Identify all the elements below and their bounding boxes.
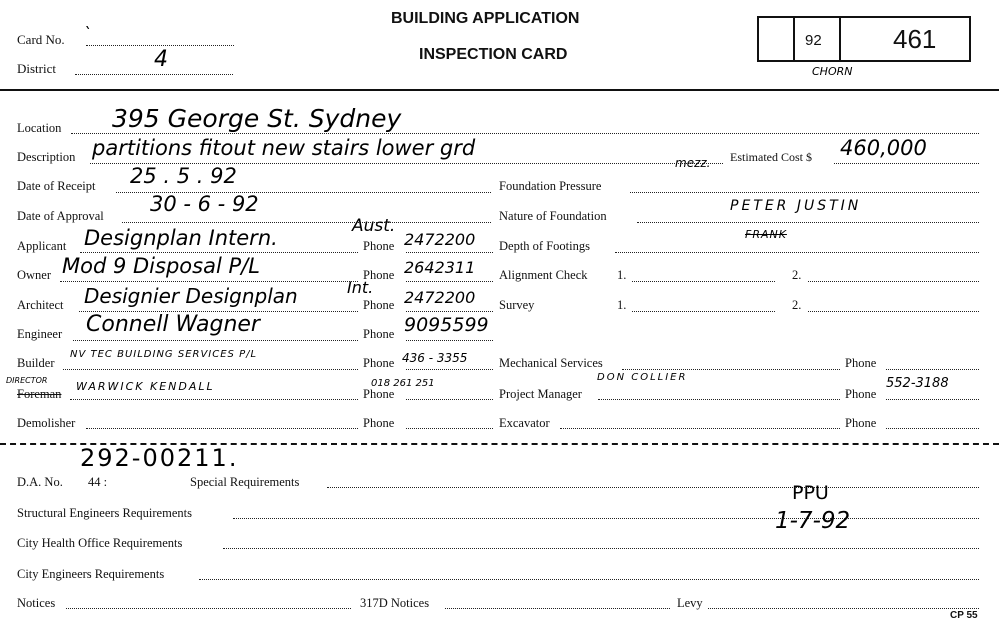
card-no-value: `: [83, 24, 91, 43]
city-health-label: City Health Office Requirements: [17, 536, 183, 550]
owner-phone: 2642311: [404, 258, 476, 277]
engineer-label: Engineer: [17, 327, 63, 341]
da-no-value: 44 :: [88, 475, 108, 489]
date-of-receipt-value: 25 . 5 . 92: [130, 164, 237, 188]
applicant-value: Designplan Intern.: [84, 226, 278, 250]
survey-1-line: [632, 311, 775, 312]
depth-of-footings-label: Depth of Footings: [499, 239, 590, 253]
card-title-line1: BUILDING APPLICATION: [391, 10, 580, 27]
estimated-cost-line: [834, 163, 979, 164]
owner-phone-line: [406, 281, 493, 282]
owner-value: Mod 9 Disposal P/L: [62, 254, 260, 278]
owner-label: Owner: [17, 268, 52, 282]
owner-phone-label: Phone: [363, 268, 395, 282]
card-number-box: [757, 16, 971, 62]
box-year: 92: [805, 32, 822, 49]
foreman-label: Foreman: [17, 387, 62, 401]
engineer-value: Connell Wagner: [86, 312, 260, 337]
city-health-line: [223, 548, 979, 549]
district-value: 4: [154, 47, 168, 72]
inspector-initials: CHORN: [812, 65, 853, 78]
da-number-handwritten: 292-00211.: [80, 444, 239, 472]
mechanical-services-label: Mechanical Services: [499, 356, 603, 370]
survey-1-label: 1.: [617, 298, 627, 312]
mechanical-phone-line: [886, 369, 979, 370]
builder-phone-label: Phone: [363, 356, 395, 370]
architect-phone-line: [406, 311, 493, 312]
depth-of-footings-value: FRANK: [745, 228, 787, 241]
district-line: [75, 74, 233, 75]
card-no-label: Card No.: [17, 32, 65, 47]
foreman-phone-label: Phone: [363, 387, 395, 401]
notices-317d-line: [445, 608, 670, 609]
location-value: 395 George St. Sydney: [112, 104, 402, 133]
foundation-pressure-line: [630, 192, 979, 193]
owner-line: [60, 281, 358, 282]
survey-label: Survey: [499, 298, 535, 312]
structural-note-date: 1-7-92: [775, 508, 851, 534]
notices-label: Notices: [17, 596, 56, 610]
description-value: partitions fitout new stairs lower grd: [92, 136, 476, 160]
alignment-check-1-label: 1.: [617, 268, 627, 282]
levy-line: [708, 608, 979, 609]
card-no-line: [86, 45, 234, 46]
applicant-phone: 2472200: [404, 230, 476, 249]
engineer-line: [73, 340, 358, 341]
date-of-approval-line: [122, 222, 491, 223]
alignment-check-1-line: [632, 281, 775, 282]
builder-label: Builder: [17, 356, 55, 370]
foreman-prefix: DIRECTOR: [6, 376, 48, 385]
date-of-approval-value: 30 - 6 - 92: [150, 192, 259, 216]
card-title-line2: INSPECTION CARD: [419, 46, 568, 63]
da-no-label: D.A. No.: [17, 475, 63, 489]
mechanical-phone-label: Phone: [845, 356, 877, 370]
foreman-value: WARWICK KENDALL: [76, 380, 215, 393]
date-of-approval-label: Date of Approval: [17, 209, 104, 223]
notices-line: [66, 608, 351, 609]
project-manager-phone-line: [886, 399, 979, 400]
special-requirements-line: [327, 487, 979, 488]
applicant-phone-line: [406, 252, 493, 253]
project-manager-phone-label: Phone: [845, 387, 877, 401]
box-divider-2: [839, 18, 841, 60]
description-extra: mezz.: [675, 156, 711, 170]
project-manager-value: DON COLLIER: [597, 372, 688, 383]
demolisher-phone-label: Phone: [363, 416, 395, 430]
structural-label: Structural Engineers Requirements: [17, 506, 192, 520]
applicant-phone-label: Phone: [363, 239, 395, 253]
notices-317d-label: 317D Notices: [360, 596, 430, 610]
demolisher-phone-line: [406, 428, 493, 429]
engineer-phone-line: [406, 340, 493, 341]
foreman-phone: 018 261 251: [371, 378, 435, 389]
box-number: 461: [893, 24, 937, 54]
description-label: Description: [17, 150, 76, 164]
depth-of-footings-line: [615, 252, 979, 253]
alignment-check-2-label: 2.: [792, 268, 802, 282]
form-code: CP 55: [950, 610, 978, 621]
project-manager-phone: 552-3188: [886, 376, 949, 391]
builder-line: [63, 369, 358, 370]
engineer-phone-label: Phone: [363, 327, 395, 341]
architect-value: Designier Designplan: [84, 284, 298, 308]
header-divider: [0, 89, 999, 91]
builder-phone: 436 - 3355: [402, 351, 468, 365]
location-label: Location: [17, 121, 62, 135]
architect-phone: 2472200: [404, 288, 476, 307]
structural-line: [233, 518, 979, 519]
city-engineers-line: [199, 579, 979, 580]
estimated-cost-label: Estimated Cost $: [730, 150, 812, 164]
date-of-receipt-label: Date of Receipt: [17, 179, 96, 193]
alignment-check-label: Alignment Check: [499, 268, 588, 282]
project-manager-line: [598, 399, 840, 400]
architect-phone-label: Phone: [363, 298, 395, 312]
excavator-phone-label: Phone: [845, 416, 877, 430]
box-divider-1: [793, 18, 795, 60]
architect-extra: Int.: [347, 278, 374, 297]
builder-value: NV TEC BUILDING SERVICES P/L: [70, 349, 258, 360]
alignment-check-2-line: [808, 281, 979, 282]
estimated-cost-value: 460,000: [840, 136, 927, 160]
location-line: [71, 133, 979, 134]
mechanical-services-line: [622, 369, 840, 370]
applicant-label: Applicant: [17, 239, 67, 253]
nature-of-foundation-label: Nature of Foundation: [499, 209, 607, 223]
excavator-label: Excavator: [499, 416, 550, 430]
applicant-line: [80, 252, 358, 253]
special-requirements-label: Special Requirements: [190, 475, 300, 489]
foundation-pressure-label: Foundation Pressure: [499, 179, 602, 193]
demolisher-line: [86, 428, 358, 429]
excavator-line: [560, 428, 840, 429]
project-manager-label: Project Manager: [499, 387, 582, 401]
levy-label: Levy: [677, 596, 703, 610]
demolisher-label: Demolisher: [17, 416, 76, 430]
foreman-line: [70, 399, 358, 400]
nature-of-foundation-line: [637, 222, 979, 223]
structural-note-top: PPU: [792, 482, 829, 504]
nature-of-foundation-value: PETER JUSTIN: [730, 198, 862, 214]
survey-2-line: [808, 311, 979, 312]
foreman-phone-line: [406, 399, 493, 400]
city-engineers-label: City Engineers Requirements: [17, 567, 165, 581]
district-label: District: [17, 61, 56, 76]
excavator-phone-line: [886, 428, 979, 429]
architect-label: Architect: [17, 298, 64, 312]
builder-phone-line: [406, 369, 493, 370]
survey-2-label: 2.: [792, 298, 802, 312]
engineer-phone: 9095599: [404, 314, 489, 336]
applicant-extra: Aust.: [352, 216, 396, 236]
